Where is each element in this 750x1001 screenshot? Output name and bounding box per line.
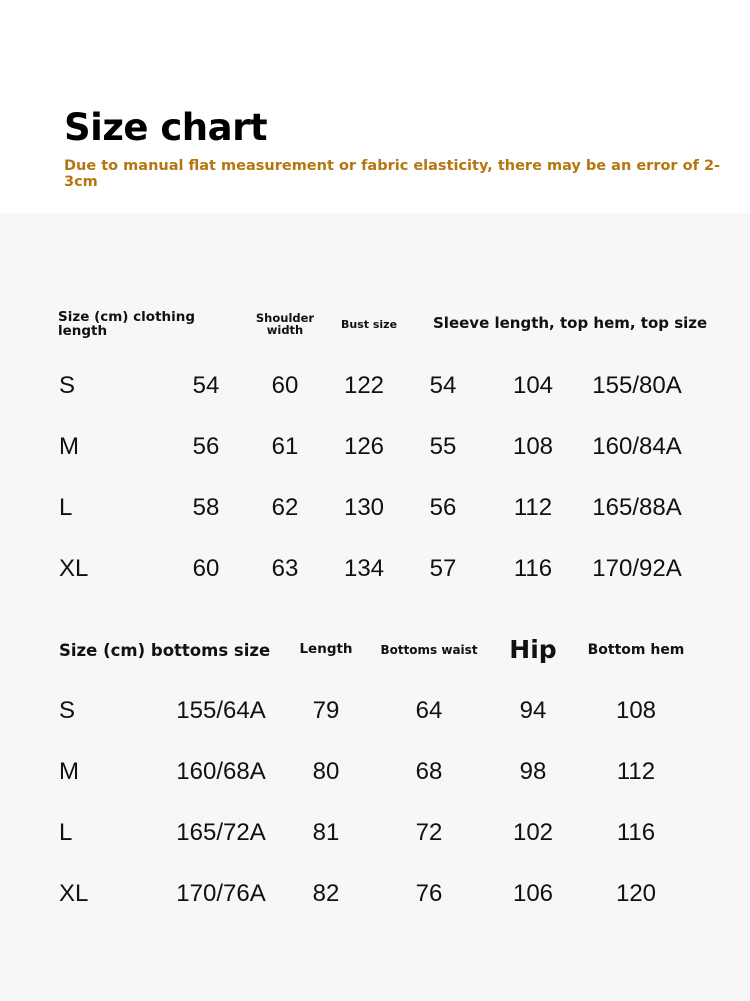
tops-row-size: M (59, 433, 79, 460)
tops-cell-sleeve: 57 (429, 555, 457, 582)
tops-cell-top-size: 155/80A (592, 372, 682, 399)
bottoms-cell-hem: 116 (616, 819, 656, 846)
bottoms-cell-length: 79 (312, 697, 340, 724)
tops-cell-sleeve: 54 (429, 372, 457, 399)
tops-cell-hem: 112 (513, 494, 553, 521)
tops-cell-bust: 126 (343, 433, 385, 460)
tops-row-size: L (59, 494, 73, 521)
bottoms-header-hip: Hip (509, 635, 557, 664)
tops-cell-bust: 130 (343, 494, 385, 521)
page-title: Size chart (64, 106, 268, 149)
bottoms-header-hem: Bottom hem (587, 642, 685, 658)
bottoms-cell-hem: 112 (616, 758, 656, 785)
tops-cell-hem: 116 (513, 555, 553, 582)
bottoms-cell-length: 81 (312, 819, 340, 846)
bottoms-cell-bottoms-size: 155/64A (176, 697, 266, 724)
measurement-note: Due to manual flat measurement or fabric elasticity, there may be an error of 2-3cm (64, 158, 721, 190)
bottoms-cell-length: 80 (312, 758, 340, 785)
bottoms-header-length: Length (299, 641, 353, 657)
bottoms-row-size: S (59, 697, 76, 724)
bottoms-row-size: L (59, 819, 73, 846)
bottoms-cell-length: 82 (312, 880, 340, 907)
bottoms-row-size: M (59, 758, 79, 785)
bottoms-cell-hem: 120 (615, 880, 657, 907)
tops-cell-hem: 108 (512, 433, 554, 460)
bottoms-cell-waist: 68 (415, 758, 443, 785)
bottoms-row-size: XL (59, 880, 89, 907)
tops-cell-shoulder: 62 (271, 494, 299, 521)
tops-header-shoulder: Shoulder width (255, 311, 315, 338)
bottoms-cell-hip: 106 (512, 880, 554, 907)
bottoms-header-waist: Bottoms waist (380, 643, 478, 657)
tops-cell-length: 54 (192, 372, 220, 399)
tops-cell-length: 56 (192, 433, 220, 460)
bottoms-cell-bottoms-size: 170/76A (176, 880, 266, 907)
bottoms-cell-waist: 64 (415, 697, 443, 724)
tops-cell-shoulder: 60 (271, 372, 299, 399)
tops-cell-sleeve: 56 (429, 494, 457, 521)
bottoms-cell-hip: 98 (519, 758, 547, 785)
bottoms-cell-hem: 108 (615, 697, 657, 724)
tops-cell-length: 60 (192, 555, 220, 582)
tops-cell-sleeve: 55 (429, 433, 457, 460)
tops-cell-shoulder: 61 (271, 433, 299, 460)
tops-cell-top-size: 165/88A (592, 494, 682, 521)
bottoms-cell-hip: 94 (519, 697, 547, 724)
tops-cell-bust: 134 (343, 555, 385, 582)
tops-cell-hem: 104 (512, 372, 554, 399)
bottoms-cell-bottoms-size: 165/72A (176, 819, 266, 846)
tops-cell-length: 58 (192, 494, 220, 521)
tops-cell-top-size: 160/84A (592, 433, 682, 460)
header-panel (0, 0, 750, 213)
tops-cell-top-size: 170/92A (592, 555, 682, 582)
tops-header-size-length: Size (cm) clothing length (58, 309, 196, 340)
tops-cell-bust: 122 (343, 372, 385, 399)
tops-header-rest: Sleeve length, top hem, top size (433, 314, 708, 332)
bottoms-cell-bottoms-size: 160/68A (176, 758, 266, 785)
bottoms-header-size: Size (cm) bottoms size (59, 641, 271, 660)
bottoms-cell-waist: 76 (415, 880, 443, 907)
tops-row-size: S (59, 372, 76, 399)
bottoms-cell-hip: 102 (512, 819, 554, 846)
tops-row-size: XL (59, 555, 89, 582)
tops-header-bust: Bust size (341, 318, 398, 331)
bottoms-cell-waist: 72 (415, 819, 443, 846)
tops-cell-shoulder: 63 (271, 555, 299, 582)
